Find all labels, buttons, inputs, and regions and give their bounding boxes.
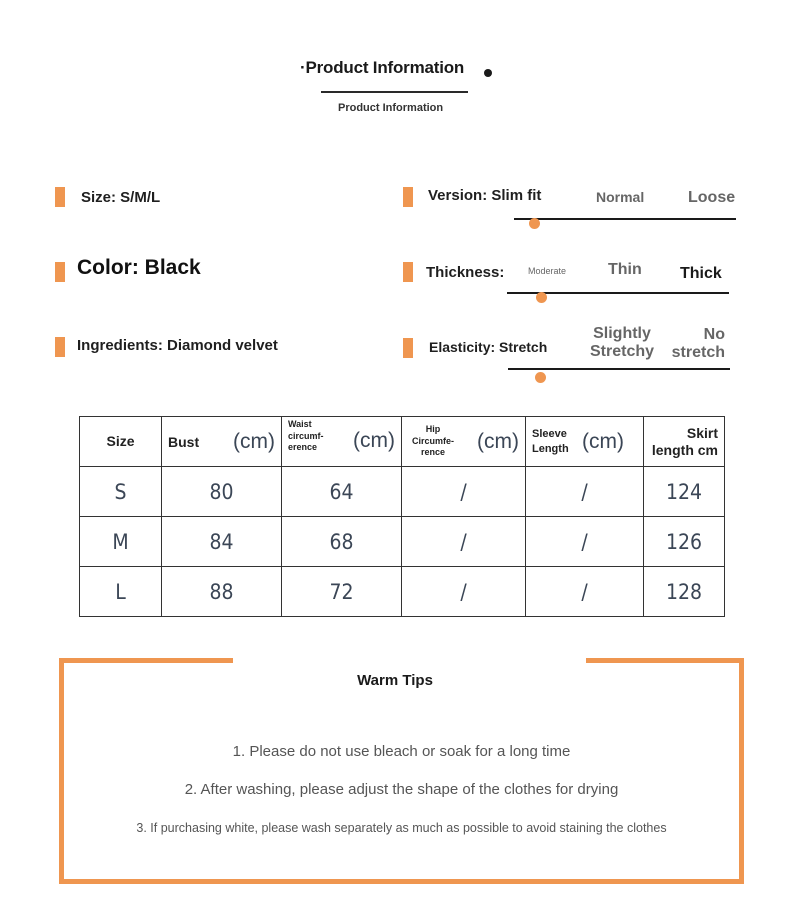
attribute-color: Color: Black bbox=[77, 256, 201, 279]
cell-size: M bbox=[80, 517, 162, 567]
cell-bust: 88 bbox=[162, 567, 282, 617]
header-sleeve-label: Sleeve Length bbox=[532, 428, 569, 455]
scale-thickness-option-thin: Thin bbox=[608, 261, 642, 278]
header-waist-unit: (cm) bbox=[353, 428, 395, 452]
page-subtitle: Product Information bbox=[338, 102, 444, 114]
tips-frame-border-top-right bbox=[586, 658, 744, 663]
attribute-ingredients: Ingredients: Diamond velvet bbox=[77, 337, 278, 354]
tips-frame-border-bottom bbox=[59, 879, 744, 884]
tips-frame-border-left bbox=[59, 658, 64, 884]
scale-elasticity-track bbox=[508, 368, 730, 370]
header-waist bbox=[282, 417, 402, 467]
header-size bbox=[80, 417, 162, 467]
cell-skirt: 126 bbox=[644, 517, 725, 567]
table-row bbox=[80, 567, 725, 617]
title-underline bbox=[321, 91, 468, 93]
header-hip bbox=[402, 417, 526, 467]
title-dot-decoration bbox=[484, 69, 492, 77]
accent-bar-icon bbox=[55, 337, 65, 357]
warm-tip-item: 1. Please do not use bleach or soak for a long time bbox=[232, 743, 571, 760]
header-waist-label: Waist circumf-erence bbox=[288, 418, 324, 453]
accent-bar-icon bbox=[403, 262, 413, 282]
header-skirt-label: Skirt length cm bbox=[651, 424, 718, 458]
table-header-row bbox=[80, 417, 725, 467]
header-bust-label: Bust bbox=[168, 433, 200, 450]
attribute-size: Size: S/M/L bbox=[81, 189, 161, 206]
header-sleeve bbox=[526, 417, 644, 467]
warm-tip-item: 3. If purchasing white, please wash separately as much as possible to avoid staining the clothes bbox=[136, 821, 667, 835]
accent-bar-icon bbox=[403, 187, 413, 207]
scale-version-marker bbox=[529, 218, 540, 229]
cell-bust: 84 bbox=[162, 517, 282, 567]
cell-bust: 80 bbox=[162, 467, 282, 517]
cell-sleeve: / bbox=[526, 517, 644, 567]
table-row bbox=[80, 467, 725, 517]
warm-tips-title: Warm Tips bbox=[357, 672, 433, 689]
accent-bar-icon bbox=[55, 262, 65, 282]
header-hip-unit: (cm) bbox=[477, 429, 519, 453]
scale-version-option-loose: Loose bbox=[688, 189, 736, 206]
scale-thickness-option-moderate: Moderate bbox=[528, 266, 567, 276]
cell-waist: 72 bbox=[282, 567, 402, 617]
cell-hip: / bbox=[402, 517, 526, 567]
scale-version-label: Version: Slim fit bbox=[428, 187, 542, 204]
cell-skirt: 124 bbox=[644, 467, 725, 517]
cell-size: S bbox=[80, 467, 162, 517]
cell-hip: / bbox=[402, 567, 526, 617]
header-sleeve-unit: (cm) bbox=[582, 429, 624, 453]
cell-hip: / bbox=[402, 467, 526, 517]
scale-elasticity-option-no-stretch: No stretch bbox=[671, 326, 725, 362]
header-hip-label: Hip Circumfe-rence bbox=[411, 423, 454, 458]
scale-version-track bbox=[514, 218, 736, 220]
header-skirt bbox=[644, 417, 725, 467]
cell-sleeve: / bbox=[526, 567, 644, 617]
scale-version-option-normal: Normal bbox=[596, 189, 645, 205]
tips-frame-border-right bbox=[739, 658, 744, 884]
warm-tip-item: 2. After washing, please adjust the shape of the clothes for drying bbox=[184, 781, 619, 798]
header-size-label: Size bbox=[106, 432, 135, 449]
tips-frame-border-top-left bbox=[59, 658, 233, 663]
accent-bar-icon bbox=[55, 187, 65, 207]
accent-bar-icon bbox=[403, 338, 413, 358]
scale-thickness-option-thick: Thick bbox=[680, 265, 722, 282]
scale-elasticity-option-slightly-stretchy: Slightly Stretchy bbox=[589, 325, 655, 361]
cell-waist: 68 bbox=[282, 517, 402, 567]
header-bust-unit: (cm) bbox=[233, 429, 275, 453]
table-row bbox=[80, 517, 725, 567]
scale-thickness-label: Thickness: bbox=[426, 264, 505, 281]
scale-elasticity-label: Elasticity: Stretch bbox=[429, 339, 548, 355]
cell-size: L bbox=[80, 567, 162, 617]
header-bust bbox=[162, 417, 282, 467]
size-chart-table bbox=[79, 416, 725, 617]
cell-sleeve: / bbox=[526, 467, 644, 517]
scale-thickness-marker bbox=[536, 292, 547, 303]
cell-waist: 64 bbox=[282, 467, 402, 517]
scale-elasticity-marker bbox=[535, 372, 546, 383]
cell-skirt: 128 bbox=[644, 567, 725, 617]
page-title: ·Product Information bbox=[300, 58, 465, 77]
